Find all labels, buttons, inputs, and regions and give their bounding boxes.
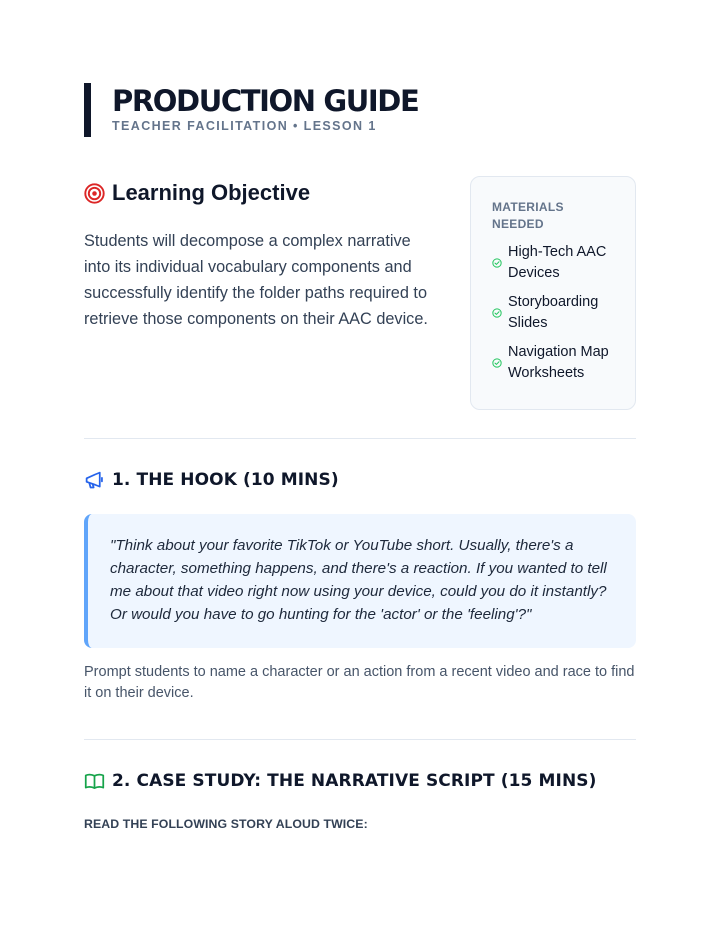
objective-body: Students will decompose a complex narrative into its individual vocabulary components and successfully identify the folder paths required to retrieve those components on their AAC device. [84, 232, 428, 328]
section-divider [84, 739, 636, 740]
case-study-instruction: READ THE FOLLOWING STORY ALOUD TWICE: [84, 817, 368, 831]
check-circle-icon [492, 358, 502, 368]
materials-item-label: Storyboarding Slides [508, 294, 599, 331]
megaphone-icon [84, 470, 105, 491]
case-study-section [84, 769, 636, 831]
section-divider [84, 438, 636, 439]
objective-section [84, 179, 636, 413]
case-study-heading [84, 769, 636, 793]
open-book-icon [84, 771, 105, 792]
materials-item-label: Navigation Map Worksheets [508, 344, 609, 381]
materials-item [492, 342, 619, 384]
production-guide-page [84, 84, 636, 831]
objective-column [84, 179, 444, 333]
page-subtitle: TEACHER FACILITATION • LESSON 1 [112, 119, 377, 133]
hook-quote-box [84, 514, 636, 648]
objective-heading-text: Learning Objective [112, 180, 311, 205]
hook-title: 1. THE HOOK (10 MINS) [112, 470, 339, 490]
hook-heading [84, 468, 636, 492]
materials-item-label: High-Tech AAC Devices [508, 244, 607, 281]
materials-item [492, 292, 619, 334]
target-icon [84, 183, 105, 204]
materials-list [492, 242, 619, 384]
materials-item [492, 242, 619, 284]
page-title: PRODUCTION GUIDE [112, 84, 419, 118]
page-header [84, 83, 636, 137]
materials-heading: MATERIALS NEEDED [492, 200, 564, 231]
header-accent-bar [84, 83, 91, 137]
check-circle-icon [492, 258, 502, 268]
case-study-title: 2. CASE STUDY: THE NARRATIVE SCRIPT (15 MINS) [112, 771, 597, 791]
check-circle-icon [492, 308, 502, 318]
hook-section [84, 468, 636, 704]
objective-heading [84, 177, 444, 209]
hook-quote: "Think about your favorite TikTok or YouTube short. Usually, there's a character, something happens, and there's a reaction. If you wanted to tell me about that video right now using your device, could you do it instantly? Or would you have to go hunting for the 'actor' or the 'feeling'?" [110, 537, 607, 623]
hook-prompt: Prompt students to name a character or an action from a recent video and race to find it on their device. [84, 664, 635, 701]
materials-card [470, 176, 636, 410]
